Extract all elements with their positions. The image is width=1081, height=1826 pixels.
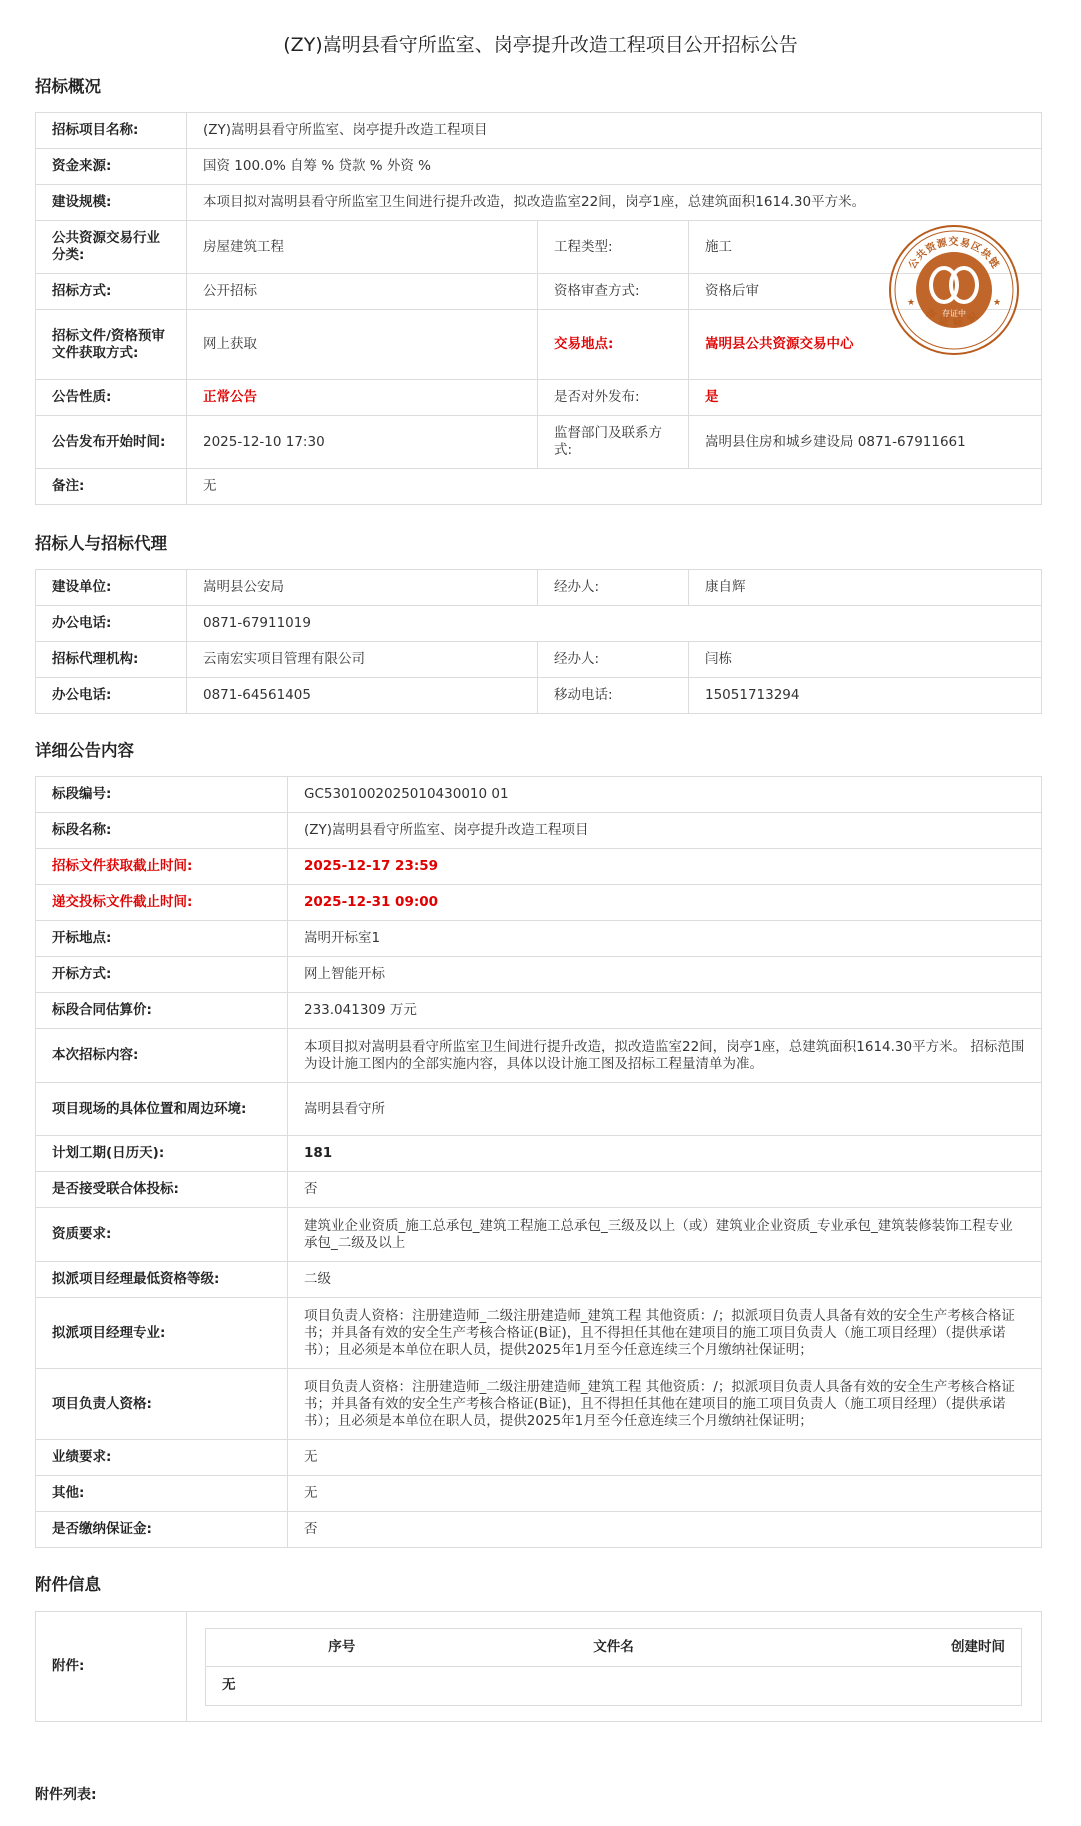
stamp-star-right: ★ <box>993 298 1002 308</box>
detail-row <box>36 1172 1042 1208</box>
handler1-value: 康自辉 <box>689 570 1042 606</box>
detail-label: 是否接受联合体投标: <box>36 1172 288 1208</box>
detail-label: 拟派项目经理专业: <box>36 1298 288 1369</box>
project-name-value: (ZY)嵩明县看守所监室、岗亭提升改造工程项目 <box>187 113 1042 149</box>
supervisor-label: 监督部门及联系方式: <box>538 416 689 469</box>
detail-value: 否 <box>288 1512 1042 1548</box>
detail-value: 项目负责人资格：注册建造师_二级注册建造师_建筑工程 其他资质：/；拟派项目负责人具备有效的安全生产考核合格证书；并具备有效的安全生产考核合格证(B证)，且不得担任其他在建项目的施工项目负责人（施工项目经理）（提供承诺书）；且必须是本单位在职人员，提供2025年1月至今任意连续三个月缴纳社保证明； <box>288 1369 1042 1440</box>
detail-value: 181 <box>288 1136 1042 1172</box>
mobile-value: 15051713294 <box>689 678 1042 714</box>
detail-value: 2025-12-31 09:00 <box>288 885 1042 921</box>
detail-label: 其他: <box>36 1476 288 1512</box>
attachment-list-label: 附件列表: <box>35 1787 97 1803</box>
detail-label: 项目现场的具体位置和周边环境: <box>36 1083 288 1136</box>
section-title-details: 详细公告内容 <box>35 741 134 760</box>
attachment-empty-text: 无 <box>206 1666 1022 1705</box>
col-filename-header: 文件名 <box>478 1628 750 1666</box>
section-title-overview: 招标概况 <box>35 77 101 96</box>
nature-label: 公告性质: <box>36 380 187 416</box>
detail-value: 项目负责人资格：注册建造师_二级注册建造师_建筑工程 其他资质：/；拟派项目负责人具备有效的安全生产考核合格证书；并具备有效的安全生产考核合格证(B证)，且不得担任其他在建项目的施工项目负责人（施工项目经理）（提供承诺书）；且必须是本单位在职人员，提供2025年1月至今任意连续三个月缴纳社保证明； <box>288 1298 1042 1369</box>
details-table <box>35 776 1042 1548</box>
remark-label: 备注: <box>36 469 187 505</box>
phone1-label: 办公电话: <box>36 606 187 642</box>
detail-label: 标段编号: <box>36 777 288 813</box>
detail-label: 本次招标内容: <box>36 1029 288 1083</box>
section-title-attachments: 附件信息 <box>35 1575 101 1594</box>
detail-label: 招标文件获取截止时间: <box>36 849 288 885</box>
page-title: (ZY)嵩明县看守所监室、岗亭提升改造工程项目公开招标公告 <box>283 34 798 56</box>
start-label: 公告发布开始时间: <box>36 416 187 469</box>
detail-label: 开标地点: <box>36 921 288 957</box>
category-label: 公共资源交易行业分类: <box>36 221 187 274</box>
stamp-bottom-text: 存证标识 <box>923 307 985 330</box>
mobile-label: 移动电话: <box>538 678 689 714</box>
category-value: 房屋建筑工程 <box>187 221 538 274</box>
detail-row <box>36 993 1042 1029</box>
public-label: 是否对外发布: <box>538 380 689 416</box>
detail-row <box>36 777 1042 813</box>
handler2-value: 闫栋 <box>689 642 1042 678</box>
detail-label: 标段合同估算价: <box>36 993 288 1029</box>
detail-row <box>36 957 1042 993</box>
detail-value: 否 <box>288 1172 1042 1208</box>
phone2-value: 0871-64561405 <box>187 678 538 714</box>
scale-label: 建设规模: <box>36 185 187 221</box>
detail-label: 开标方式: <box>36 957 288 993</box>
detail-value: 233.041309 万元 <box>288 993 1042 1029</box>
review-value: 资格后审 <box>689 274 1042 310</box>
detail-row <box>36 1136 1042 1172</box>
detail-row <box>36 1083 1042 1136</box>
stamp-star-left: ★ <box>907 298 916 308</box>
parties-table <box>35 569 1042 714</box>
detail-value: 无 <box>288 1440 1042 1476</box>
project-name-label: 招标项目名称: <box>36 113 187 149</box>
detail-row <box>36 1262 1042 1298</box>
detail-value: GC5301002025010430010 01 <box>288 777 1042 813</box>
detail-value: 建筑业企业资质_施工总承包_建筑工程施工总承包_三级及以上（或）建筑业企业资质_专业承包_建筑装修装饰工程专业承包_二级及以上 <box>288 1208 1042 1262</box>
attachment-empty-row <box>206 1666 1022 1705</box>
venue-value: 嵩明县公共资源交易中心 <box>689 310 1042 380</box>
detail-row <box>36 1369 1042 1440</box>
attachment-header-row <box>206 1628 1022 1666</box>
detail-row <box>36 1512 1042 1548</box>
owner-label: 建设单位: <box>36 570 187 606</box>
detail-row <box>36 921 1042 957</box>
stamp-top-text: 公共资源交易区块链 <box>906 237 1002 272</box>
scale-value: 本项目拟对嵩明县看守所监室卫生间进行提升改造，拟改造监室22间，岗亭1座，总建筑面积1614.30平方米。 <box>187 185 1042 221</box>
detail-value: 二级 <box>288 1262 1042 1298</box>
col-created-header: 创建时间 <box>750 1628 1022 1666</box>
doc-obtain-label: 招标文件/资格预审文件获取方式: <box>36 310 187 380</box>
venue-label: 交易地点: <box>538 310 689 380</box>
method-value: 公开招标 <box>187 274 538 310</box>
fund-label: 资金来源: <box>36 149 187 185</box>
col-index-header: 序号 <box>206 1628 478 1666</box>
method-label: 招标方式: <box>36 274 187 310</box>
review-label: 资格审查方式: <box>538 274 689 310</box>
detail-label: 标段名称: <box>36 813 288 849</box>
detail-row <box>36 885 1042 921</box>
public-value: 是 <box>689 380 1042 416</box>
agency-value: 云南宏实项目管理有限公司 <box>187 642 538 678</box>
detail-value: 网上智能开标 <box>288 957 1042 993</box>
detail-value: 嵩明县看守所 <box>288 1083 1042 1136</box>
detail-label: 项目负责人资格: <box>36 1369 288 1440</box>
phone2-label: 办公电话: <box>36 678 187 714</box>
detail-value: 无 <box>288 1476 1042 1512</box>
project-type-value: 施工 <box>689 221 1042 274</box>
attachments-table <box>35 1611 1042 1722</box>
detail-row <box>36 1440 1042 1476</box>
detail-row <box>36 1298 1042 1369</box>
detail-label: 是否缴纳保证金: <box>36 1512 288 1548</box>
start-value: 2025-12-10 17:30 <box>187 416 538 469</box>
detail-row <box>36 1476 1042 1512</box>
phone1-value: 0871-67911019 <box>187 606 1042 642</box>
fund-value: 国资 100.0% 自筹 % 贷款 % 外资 % <box>187 149 1042 185</box>
owner-value: 嵩明县公安局 <box>187 570 538 606</box>
detail-row <box>36 849 1042 885</box>
detail-label: 拟派项目经理最低资格等级: <box>36 1262 288 1298</box>
detail-label: 资质要求: <box>36 1208 288 1262</box>
remark-value: 无 <box>187 469 1042 505</box>
nature-value: 正常公告 <box>187 380 538 416</box>
detail-row <box>36 1208 1042 1262</box>
detail-row <box>36 1029 1042 1083</box>
detail-label: 业绩要求: <box>36 1440 288 1476</box>
stamp-inner-text: 存证中 <box>942 309 966 318</box>
project-type-label: 工程类型: <box>538 221 689 274</box>
detail-value: 2025-12-17 23:59 <box>288 849 1042 885</box>
attachment-cell <box>187 1612 1042 1722</box>
attachment-label: 附件: <box>36 1612 187 1722</box>
attachment-list-table <box>205 1628 1022 1706</box>
detail-value: 本项目拟对嵩明县看守所监室卫生间进行提升改造，拟改造监室22间，岗亭1座，总建筑面积1614.30平方米。 招标范围为设计施工图内的全部实施内容，具体以设计施工图及招标工程量清单为准。 <box>288 1029 1042 1083</box>
detail-value: 嵩明开标室1 <box>288 921 1042 957</box>
doc-obtain-value: 网上获取 <box>187 310 538 380</box>
detail-value: (ZY)嵩明县看守所监室、岗亭提升改造工程项目 <box>288 813 1042 849</box>
supervisor-value: 嵩明县住房和城乡建设局 0871-67911661 <box>689 416 1042 469</box>
handler1-label: 经办人: <box>538 570 689 606</box>
section-title-parties: 招标人与招标代理 <box>35 534 167 553</box>
detail-label: 递交投标文件截止时间: <box>36 885 288 921</box>
certification-stamp-icon <box>887 223 1021 357</box>
handler2-label: 经办人: <box>538 642 689 678</box>
detail-label: 计划工期(日历天): <box>36 1136 288 1172</box>
agency-label: 招标代理机构: <box>36 642 187 678</box>
detail-row <box>36 813 1042 849</box>
